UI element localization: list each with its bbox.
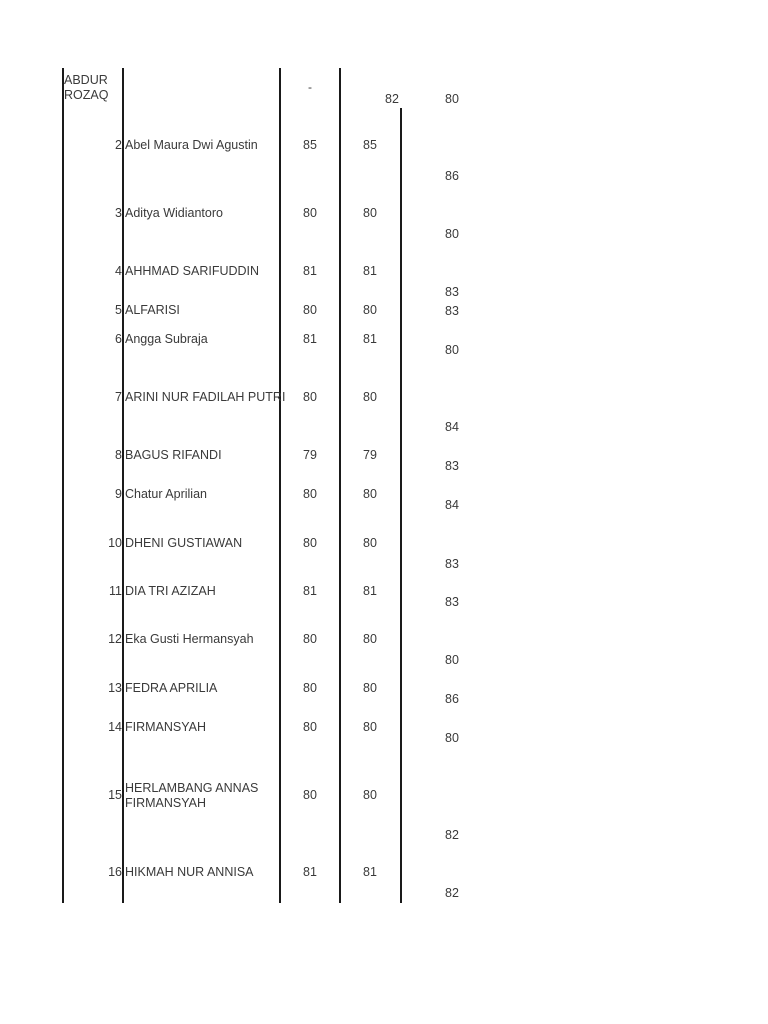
- row-number: 7: [115, 390, 122, 404]
- score-a: 80: [303, 487, 317, 501]
- student-name: FEDRA APRILIA: [125, 681, 218, 695]
- score-a: 80: [303, 788, 317, 802]
- score-b: 81: [363, 332, 377, 346]
- column-divider: [339, 68, 341, 903]
- final-score: 83: [445, 304, 459, 318]
- student-name: ARINI NUR FADILAH PUTRI: [125, 390, 286, 404]
- final-score: 80: [445, 227, 459, 241]
- student-name: BAGUS RIFANDI: [125, 448, 222, 462]
- score-b: 80: [363, 390, 377, 404]
- row-number: 8: [115, 448, 122, 462]
- row-number: 9: [115, 487, 122, 501]
- score-b: 79: [363, 448, 377, 462]
- row-number: 12: [108, 632, 122, 646]
- score-b: 80: [363, 632, 377, 646]
- final-score: 84: [445, 498, 459, 512]
- final-score: 84: [445, 420, 459, 434]
- score-b: 80: [363, 487, 377, 501]
- final-score: 80: [445, 343, 459, 357]
- student-name: Chatur Aprilian: [125, 487, 207, 501]
- student-name: Aditya Widiantoro: [125, 206, 223, 220]
- student-name: Abel Maura Dwi Agustin: [125, 138, 258, 152]
- column-divider: [279, 68, 281, 903]
- student-name: HERLAMBANG ANNAS FIRMANSYAH: [125, 781, 259, 810]
- score-a: 80: [303, 681, 317, 695]
- student-name: Angga Subraja: [125, 332, 208, 346]
- score-b: 85: [363, 138, 377, 152]
- score-b: 81: [363, 584, 377, 598]
- row-number: 14: [108, 720, 122, 734]
- score-b: 80: [363, 536, 377, 550]
- score-a: 81: [303, 332, 317, 346]
- final-score: 83: [445, 459, 459, 473]
- column-divider: [400, 108, 402, 903]
- column-divider: [122, 68, 124, 903]
- final-score: 86: [445, 692, 459, 706]
- student-name: ABDUR ROZAQ: [64, 73, 109, 102]
- score-b: 81: [363, 865, 377, 879]
- final-score: 80: [445, 92, 459, 106]
- score-b: 81: [363, 264, 377, 278]
- score-b: 80: [363, 720, 377, 734]
- final-score: 82: [445, 886, 459, 900]
- row-number: 5: [115, 303, 122, 317]
- row-number: 13: [108, 681, 122, 695]
- score-b: 80: [363, 681, 377, 695]
- score-a: 80: [303, 720, 317, 734]
- final-score: 83: [445, 557, 459, 571]
- score-a: 80: [303, 632, 317, 646]
- final-score: 80: [445, 653, 459, 667]
- student-name: FIRMANSYAH: [125, 720, 207, 734]
- final-score: 86: [445, 169, 459, 183]
- score-a: 85: [303, 138, 317, 152]
- score-a: 81: [303, 865, 317, 879]
- score-b: 82: [385, 92, 399, 106]
- score-b: 80: [363, 206, 377, 220]
- row-number: 6: [115, 332, 122, 346]
- student-name: DIA TRI AZIZAH: [125, 584, 216, 598]
- student-name: AHHMAD SARIFUDDIN: [125, 264, 260, 278]
- student-name: HIKMAH NUR ANNISA: [125, 865, 254, 879]
- row-number: 11: [109, 584, 122, 598]
- row-number: 2: [115, 138, 122, 152]
- row-number: 16: [108, 865, 122, 879]
- score-a: 81: [303, 584, 317, 598]
- row-number: 10: [108, 536, 122, 550]
- score-b: 80: [363, 303, 377, 317]
- student-name: Eka Gusti Hermansyah: [125, 632, 254, 646]
- final-score: 80: [445, 731, 459, 745]
- final-score: 83: [445, 595, 459, 609]
- final-score: 82: [445, 828, 459, 842]
- score-b: 80: [363, 788, 377, 802]
- score-a: 80: [303, 536, 317, 550]
- column-divider: [62, 68, 64, 903]
- score-a: 79: [303, 448, 317, 462]
- student-name: DHENI GUSTIAWAN: [125, 536, 243, 550]
- final-score: 83: [445, 285, 459, 299]
- score-a: 80: [303, 303, 317, 317]
- row-number: 15: [108, 788, 122, 802]
- score-a: 81: [303, 264, 317, 278]
- row-number: 4: [115, 264, 122, 278]
- row-number: 3: [115, 206, 122, 220]
- student-name: ALFARISI: [125, 303, 180, 317]
- score-a: 80: [303, 390, 317, 404]
- score-a: 80: [303, 206, 317, 220]
- score-a: -: [308, 80, 312, 94]
